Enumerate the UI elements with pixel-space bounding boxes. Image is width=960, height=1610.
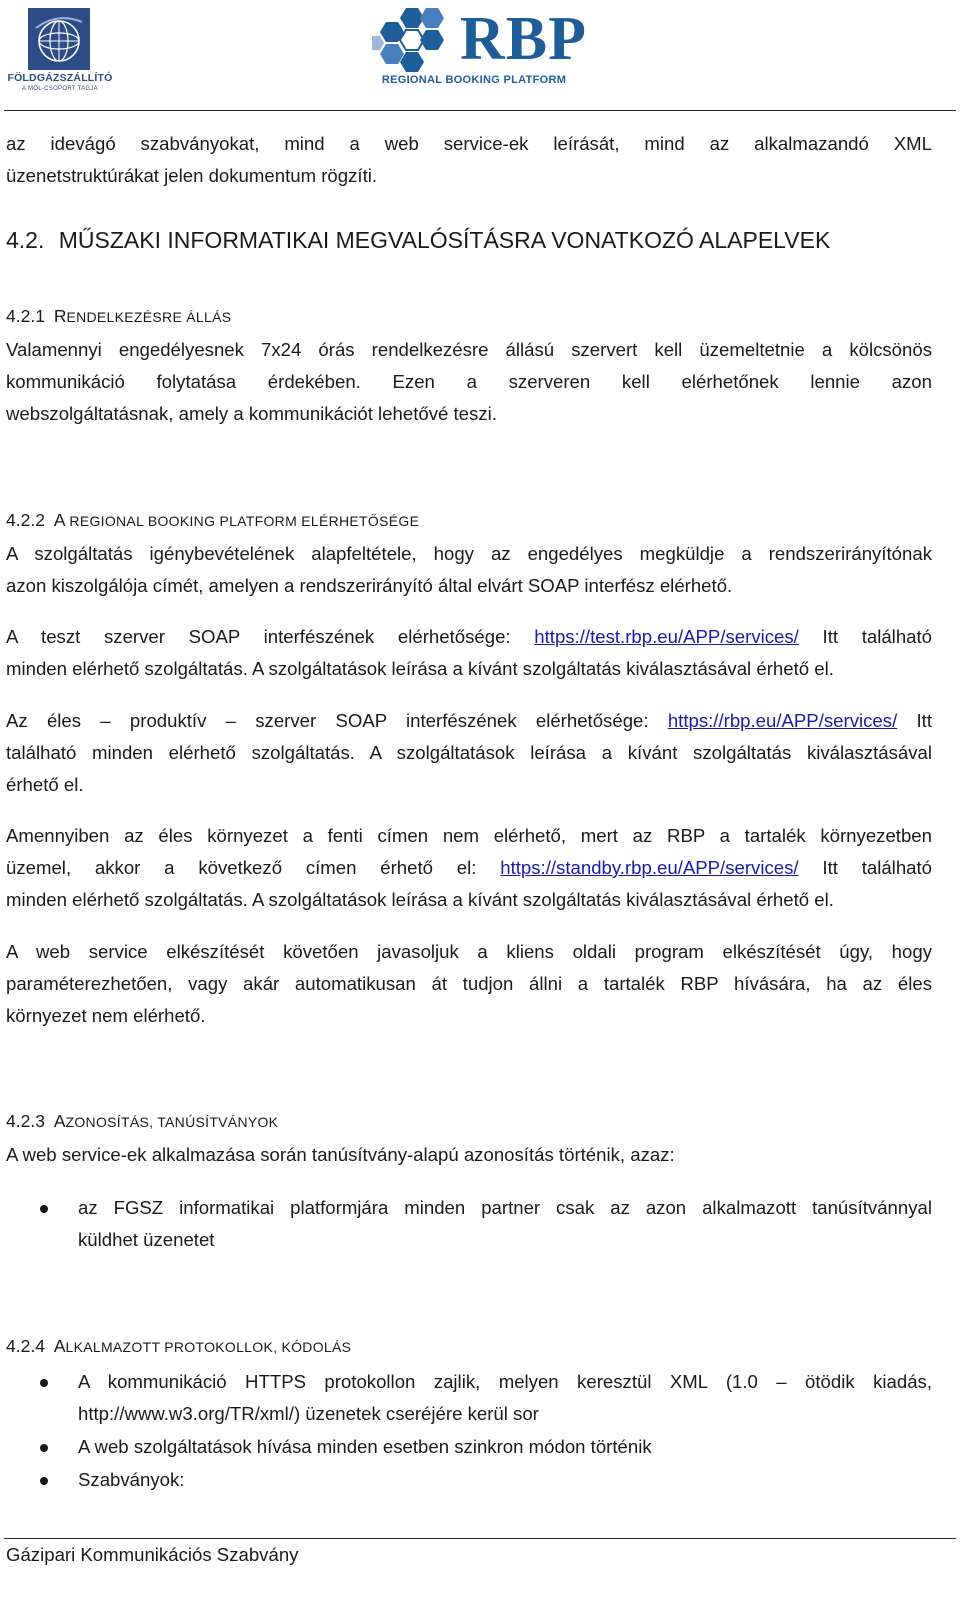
bullet-icon [40, 1205, 48, 1213]
section-4-2-1-title-rest: ENDELKEZÉSRE ÁLLÁS [66, 309, 232, 325]
fgsz-logo [4, 6, 116, 98]
rbp-logo-word: RBP [460, 5, 587, 73]
section-4-2-heading [6, 225, 830, 255]
standby-endpoint-trailing: Itt található [822, 857, 933, 878]
hexagon-cluster-icon [372, 6, 462, 74]
production-endpoint-trailing: Itt [916, 710, 933, 731]
page-header [0, 0, 960, 112]
section-4-2-2-p3-line-1 [6, 705, 932, 737]
fgsz-logo-name: FÖLDGÁZSZÁLLÍTÓ [7, 72, 113, 84]
section-4-2-4-bullet-1-line-1: A kommunikáció HTTPS protokollon zajlik, melyen keresztül XML (1.0 – ötödik kiadás, [78, 1371, 932, 1392]
standby-endpoint-link[interactable]: https://standby.rbp.eu/APP/services/ [500, 857, 799, 878]
section-4-2-3-title-rest: ZONOSÍTÁS, TANÚSÍTVÁNYOK [65, 1114, 279, 1130]
section-4-2-4-title-initial: A [53, 1336, 66, 1356]
section-4-2-3-number: 4.2.3 [6, 1111, 45, 1131]
section-4-2-4-number: 4.2.4 [6, 1336, 45, 1356]
bullet-icon [40, 1444, 48, 1452]
section-4-2-1-heading [6, 303, 231, 330]
section-4-2-3-heading [6, 1108, 278, 1135]
section-4-2-4-bullet-1-line-2: http://www.w3.org/TR/xml/) üzenetek cseréjére kerül sor [78, 1403, 539, 1424]
section-4-2-3-intro: A web service-ek alkalmazása során tanúsítvány-alapú azonosítás történik, azaz: [6, 1144, 675, 1165]
rbp-logo-subtitle: REGIONAL BOOKING PLATFORM [381, 74, 567, 86]
fgsz-logo-tagline: A MOL-CSOPORT TAGJA [22, 86, 98, 92]
section-4-2-4-heading [6, 1333, 351, 1360]
section-4-2-1-body-line-1: Valamennyi engedélyesnek 7x24 órás rendelkezésre állású szervert kell üzemeltetnie a kölcsönös [6, 339, 932, 360]
section-4-2-2-p3-line-3: érhető el. [6, 774, 84, 795]
section-4-2-2-number: 4.2.2 [6, 510, 45, 530]
section-4-2-2-p1-line-1: A szolgáltatás igénybevételének alapfeltétele, hogy az engedélyes megküldje a rendszerirányítónak [6, 543, 932, 564]
production-endpoint-link[interactable]: https://rbp.eu/APP/services/ [667, 710, 898, 731]
test-endpoint-link[interactable]: https://test.rbp.eu/APP/services/ [534, 626, 799, 647]
section-4-2-2-p5-line-3: környezet nem elérhető. [6, 1005, 206, 1026]
section-4-2-2-p1-line-2: azon kiszolgálója címét, amelyen a rendszerirányító által elvárt SOAP interfész elérhető. [6, 575, 733, 596]
footer-divider [4, 1538, 956, 1539]
intro-line-2: üzenetstruktúrákat jelen dokumentum rögzíti. [6, 165, 378, 186]
rbp-logo [372, 6, 592, 92]
section-4-2-2-title-initial: A [53, 510, 65, 530]
section-4-2-2-p2-line-1 [6, 621, 932, 653]
section-4-2-2-p3-line-2: található minden elérhető szolgáltatás. A szolgáltatások leírása a kívánt szolgáltatás kiválasztásával [6, 742, 932, 763]
section-4-2-2-p4-line-1: Amennyiben az éles környezet a fenti címen nem elérhető, mert az RBP a tartalék környezetben [6, 825, 932, 846]
test-endpoint-label: A teszt szerver SOAP interfészének elérhetősége: [6, 626, 511, 647]
section-4-2-1-body-line-3: webszolgáltatásnak, amely a kommunikációt lehetővé teszi. [6, 403, 497, 424]
section-4-2-3-title-initial: A [53, 1111, 66, 1131]
bullet-icon [40, 1477, 48, 1485]
test-endpoint-trailing: Itt található [822, 626, 933, 647]
section-4-2-2-p5-line-1: A web service elkészítését követően javasoljuk a kliens oldali program elkészítését úgy, hogy [6, 941, 932, 962]
section-4-2-2-p4-line-3: minden elérhető szolgáltatás. A szolgáltatások leírása a kívánt szolgáltatás kiválasztásával érhető el. [6, 889, 834, 910]
section-4-2-4-bullet-2: A web szolgáltatások hívása minden esetben szinkron módon történik [78, 1436, 652, 1457]
production-endpoint-label: Az éles – produktív – szerver SOAP interfészének elérhetősége: [6, 710, 649, 731]
section-4-2-1-title-initial: R [53, 306, 67, 326]
standby-endpoint-label: üzemel, akkor a következő címen érhető el: [6, 857, 477, 878]
page-footer: Gázipari Kommunikációs Szabvány [6, 1544, 299, 1565]
section-4-2-number: 4.2. [6, 227, 45, 253]
section-4-2-2-p4-line-2 [6, 852, 932, 884]
section-4-2-4-bullet-3: Szabványok: [78, 1469, 185, 1490]
section-4-2-3-bullet-1-line-1: az FGSZ informatikai platformjára minden partner csak az azon alkalmazott tanúsítvánnyal [78, 1197, 932, 1218]
bullet-icon [40, 1379, 48, 1387]
section-4-2-4-title-rest: LKALMAZOTT PROTOKOLLOK, KÓDOLÁS [65, 1339, 352, 1355]
section-4-2-1-body-line-2: kommunikáció folytatása érdekében. Ezen a szerveren kell elérhetőnek lennie azon [6, 371, 932, 392]
section-4-2-title: MŰSZAKI INFORMATIKAI MEGVALÓSÍTÁSRA VONATKOZÓ ALAPELVEK [58, 227, 831, 253]
section-4-2-1-number: 4.2.1 [6, 306, 45, 326]
section-4-2-2-p5-line-2: paraméterezhetően, vagy akár automatikusan át tudjon állni a tartalék RBP hívására, ha az éles [6, 973, 932, 994]
intro-line-1: az idevágó szabványokat, mind a web service-ek leírását, mind az alkalmazandó XML [6, 133, 932, 154]
section-4-2-3-bullet-1-line-2: küldhet üzenetet [78, 1229, 215, 1250]
fgsz-globe-icon [28, 8, 90, 70]
section-4-2-2-title-rest: REGIONAL BOOKING PLATFORM ELÉRHETŐSÉGE [69, 513, 420, 529]
section-4-2-2-heading [6, 507, 419, 534]
header-divider [4, 110, 956, 111]
section-4-2-2-p2-line-2: minden elérhető szolgáltatás. A szolgáltatások leírása a kívánt szolgáltatás kiválasztásával érhető el. [6, 658, 834, 679]
